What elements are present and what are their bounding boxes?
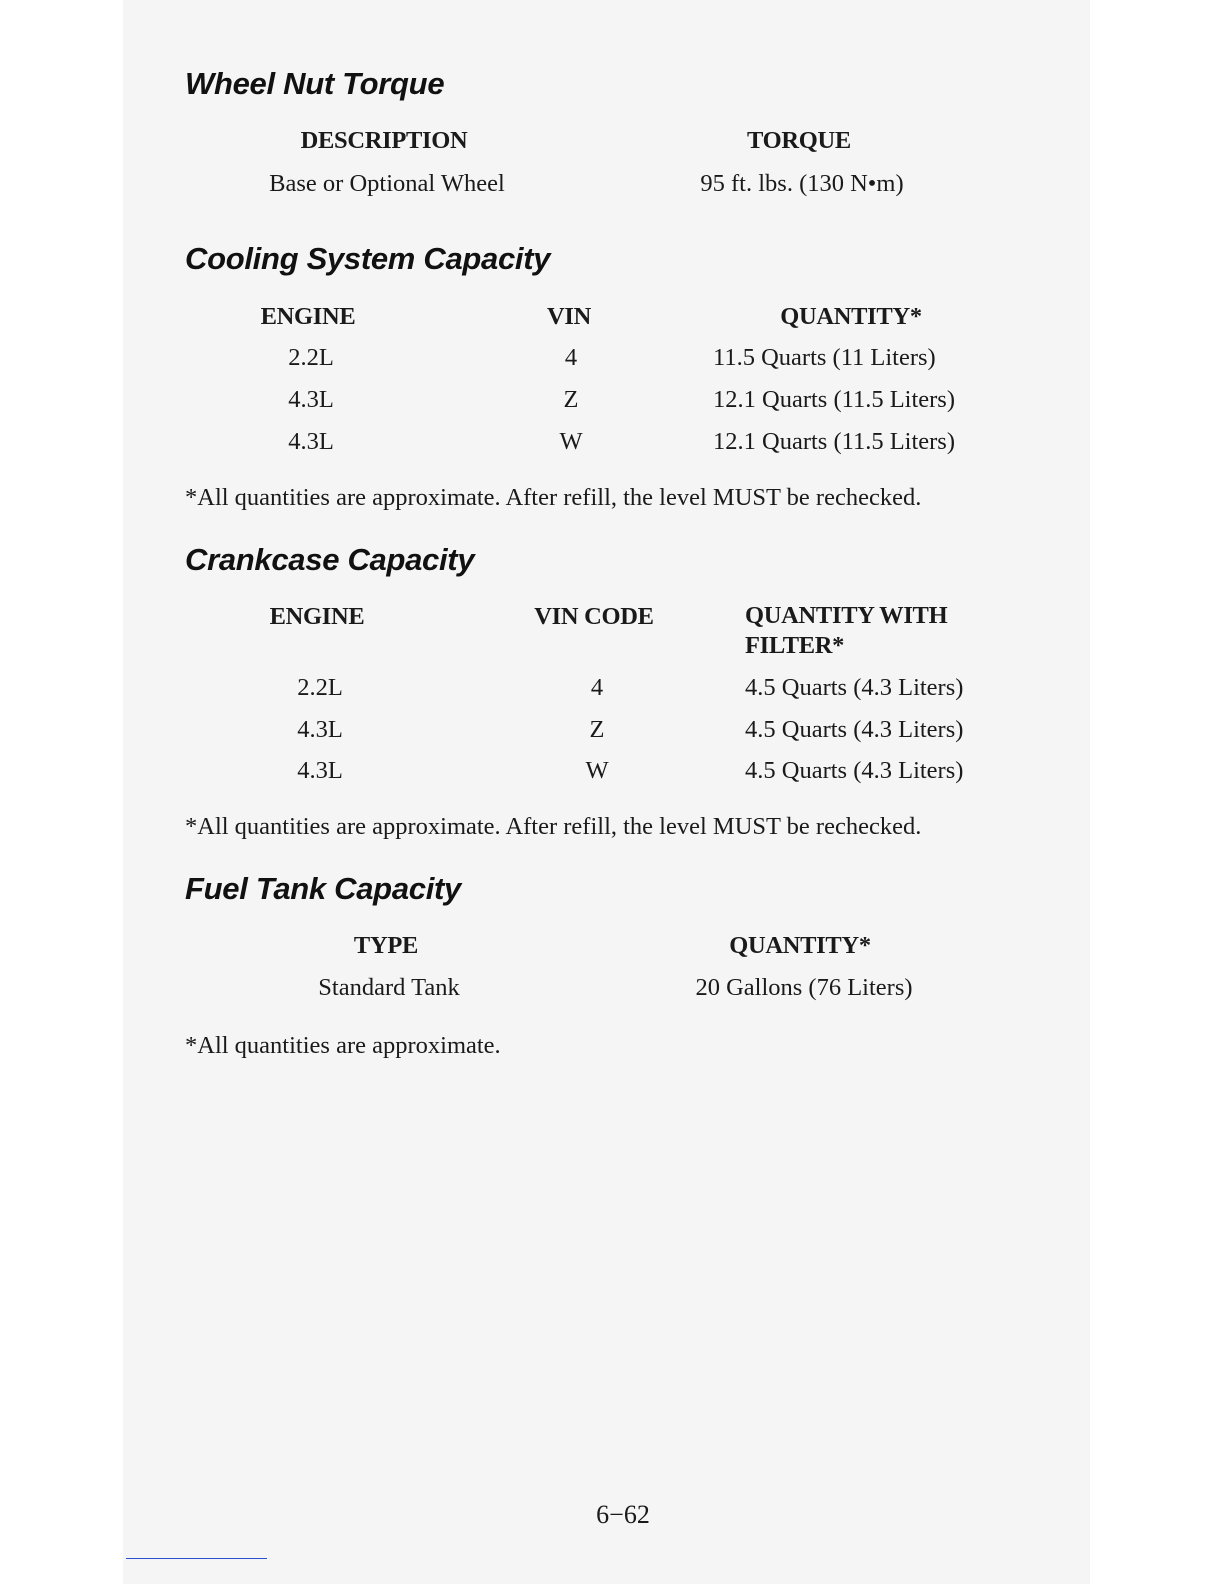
cooling-header-engine: ENGINE — [260, 303, 356, 330]
cooling-row-vin: W — [559, 428, 583, 455]
fuel-row-type: Standard Tank — [318, 974, 460, 1001]
torque-row-description: Base or Optional Wheel — [269, 170, 505, 197]
cooling-row-engine: 4.3L — [288, 428, 334, 455]
crankcase-row-quantity: 4.5 Quarts (4.3 Liters) — [745, 674, 964, 701]
crankcase-header-engine: ENGINE — [269, 603, 365, 630]
crankcase-row-quantity: 4.5 Quarts (4.3 Liters) — [745, 716, 964, 743]
fuel-header-type: TYPE — [353, 932, 419, 959]
cooling-header-quantity: QUANTITY* — [780, 303, 922, 330]
cooling-system-heading: Cooling System Capacity — [185, 241, 551, 276]
torque-row-value: 95 ft. lbs. (130 N•m) — [700, 170, 904, 197]
cooling-row-vin: 4 — [564, 344, 578, 371]
crankcase-header-vin-code: VIN CODE — [534, 603, 654, 630]
crankcase-footnote: *All quantities are approximate. After refill, the level MUST be rechecked. — [185, 813, 922, 840]
crankcase-row-engine: 4.3L — [297, 716, 343, 743]
crankcase-row-vin: Z — [589, 716, 605, 743]
bottom-link-underline[interactable] — [126, 1558, 267, 1559]
crankcase-row-vin: 4 — [590, 674, 604, 701]
torque-header-torque: TORQUE — [747, 127, 851, 154]
cooling-row-engine: 4.3L — [288, 386, 334, 413]
crankcase-row-quantity: 4.5 Quarts (4.3 Liters) — [745, 757, 964, 784]
crankcase-row-engine: 4.3L — [297, 757, 343, 784]
cooling-header-vin: VIN — [546, 303, 592, 330]
manual-page — [123, 0, 1090, 1584]
cooling-row-engine: 2.2L — [288, 344, 334, 371]
fuel-footnote: *All quantities are approximate. — [185, 1032, 501, 1059]
cooling-row-vin: Z — [563, 386, 579, 413]
crankcase-row-vin: W — [585, 757, 609, 784]
page-number: 6−62 — [596, 1500, 650, 1529]
cooling-row-quantity: 12.1 Quarts (11.5 Liters) — [713, 428, 955, 455]
crankcase-row-engine: 2.2L — [297, 674, 343, 701]
cooling-row-quantity: 11.5 Quarts (11 Liters) — [713, 344, 936, 371]
crankcase-heading: Crankcase Capacity — [185, 542, 475, 577]
fuel-tank-heading: Fuel Tank Capacity — [185, 871, 461, 906]
fuel-row-quantity: 20 Gallons (76 Liters) — [695, 974, 913, 1001]
crankcase-header-filter: FILTER* — [745, 632, 845, 659]
cooling-footnote: *All quantities are approximate. After refill, the level MUST be rechecked. — [185, 484, 922, 511]
wheel-nut-torque-heading: Wheel Nut Torque — [185, 66, 445, 101]
torque-header-description: DESCRIPTION — [300, 127, 468, 154]
cooling-row-quantity: 12.1 Quarts (11.5 Liters) — [713, 386, 955, 413]
crankcase-header-quantity: QUANTITY WITH — [745, 602, 948, 629]
fuel-header-quantity: QUANTITY* — [729, 932, 871, 959]
